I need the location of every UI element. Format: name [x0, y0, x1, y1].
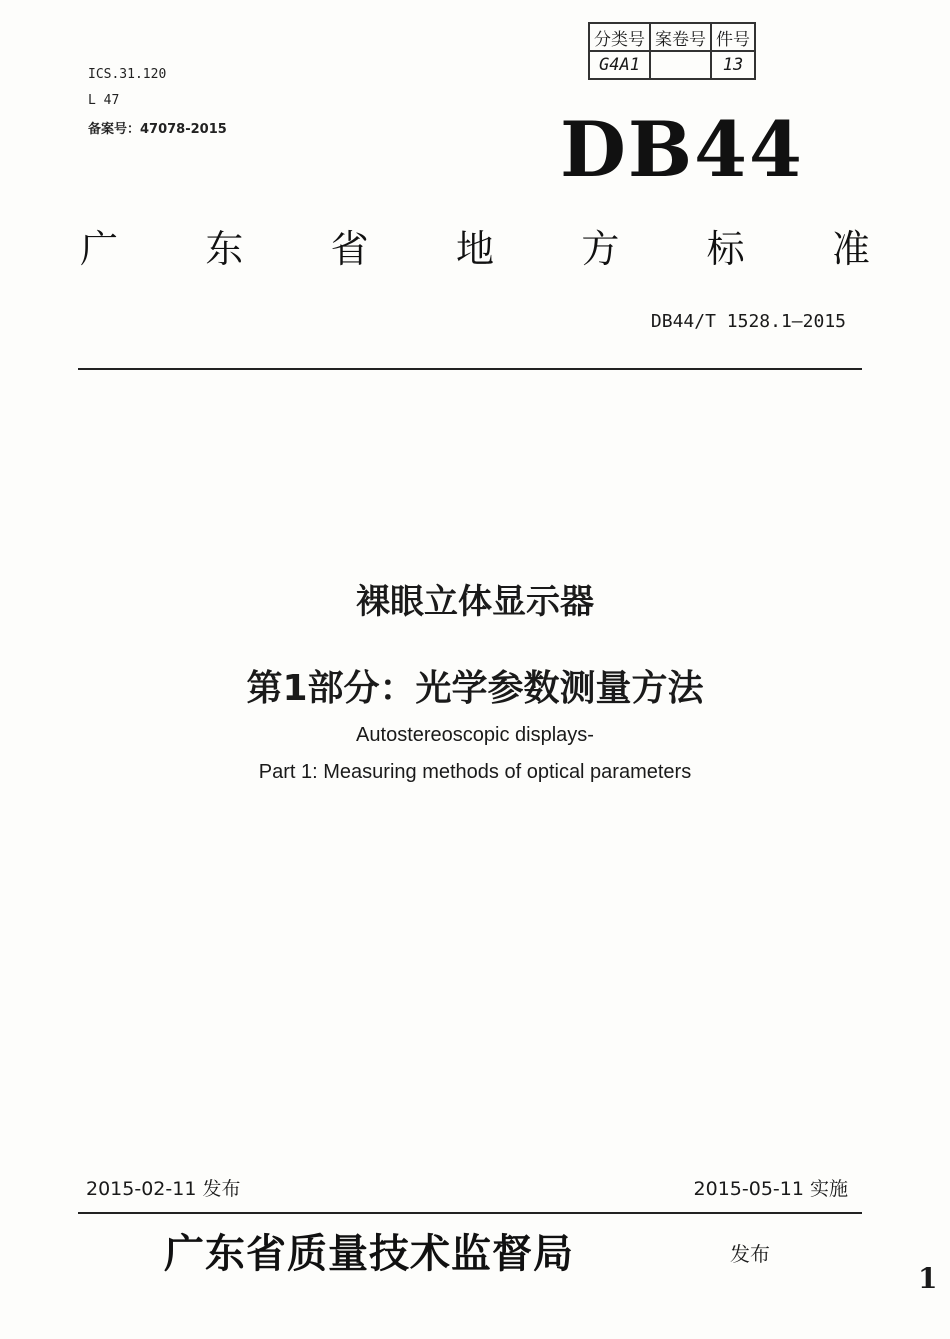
standard-type-char: 标 — [706, 227, 745, 271]
standard-type-char: 广 — [80, 227, 119, 271]
publish-date: 2015-02-11 发布 — [86, 1178, 241, 1200]
standard-type-char: 地 — [455, 227, 494, 271]
archive-value-category: G4A1 — [589, 51, 650, 79]
title-en-line1: Autostereoscopic displays- — [356, 724, 594, 746]
standard-type-heading — [80, 218, 870, 273]
standard-type-char: 省 — [330, 227, 369, 271]
standard-type-char: 准 — [831, 227, 870, 271]
archive-header-file: 案卷号 — [650, 23, 711, 51]
standard-type-char: 方 — [581, 227, 620, 271]
page-number: 1 — [918, 1262, 938, 1295]
archive-header-item: 件号 — [711, 23, 755, 51]
divider-bottom — [78, 1212, 862, 1214]
title-zh-line1: 裸眼立体显示器 — [356, 582, 594, 622]
archive-header-category: 分类号 — [589, 23, 650, 51]
standard-code: DB44/T 1528.1—2015 — [650, 311, 846, 332]
archive-value-row — [589, 51, 755, 79]
title-en-line2: Part 1: Measuring methods of optical parameters — [258, 761, 692, 783]
archive-box — [588, 22, 756, 80]
archive-header-row — [589, 23, 755, 51]
issuer-name: 广东省质量技术监督局 — [164, 1230, 574, 1277]
ics-code: ICS.31.120 — [88, 67, 167, 82]
title-zh-line2: 第1部分：光学参数测量方法 — [246, 668, 704, 709]
implement-date: 2015-05-11 实施 — [693, 1178, 848, 1200]
divider-top — [78, 368, 862, 370]
archive-value-item: 13 — [711, 51, 755, 79]
archive-value-file — [650, 51, 711, 79]
standard-logo: DB44 — [560, 105, 804, 194]
standard-type-char: 东 — [205, 227, 244, 271]
record-number: 备案号：47078-2015 — [88, 122, 227, 137]
ccs-code: L 47 — [88, 93, 120, 108]
issuer-suffix: 发布 — [730, 1242, 770, 1266]
